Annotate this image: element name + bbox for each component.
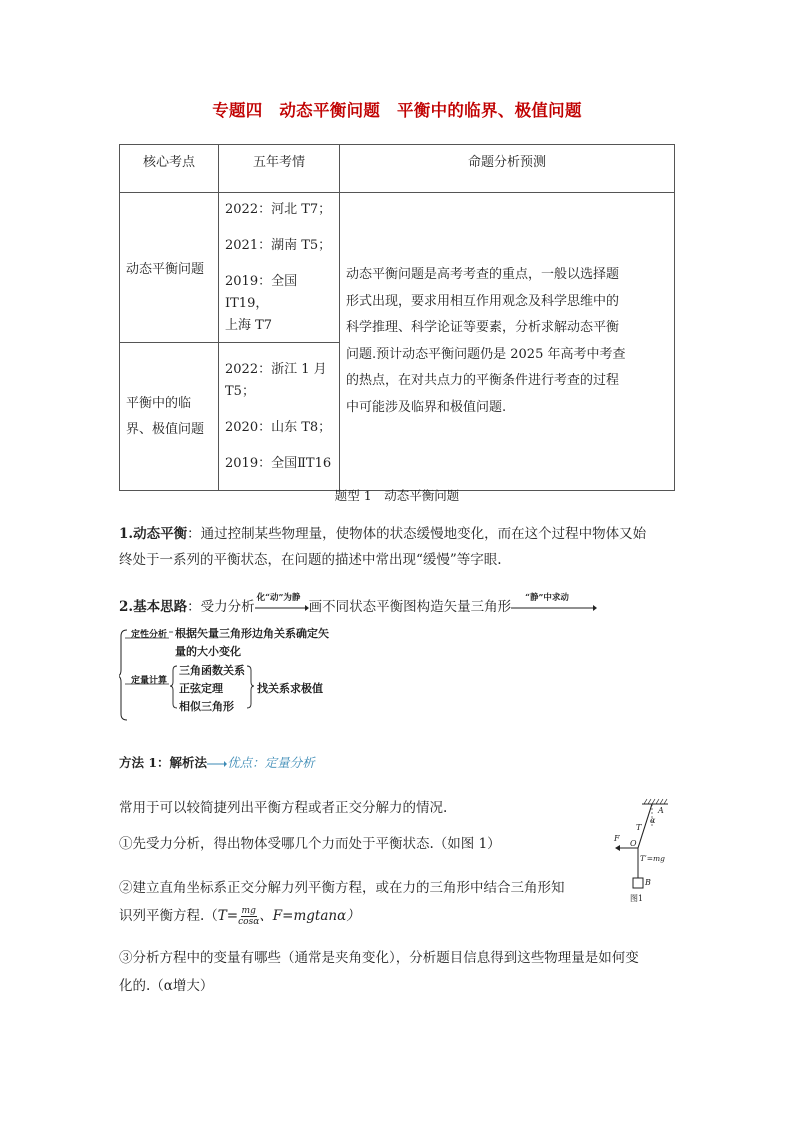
method1-intro: 常用于可以较简捷列出平衡方程或者正交分解力的情况. — [119, 800, 448, 816]
method1-note: 优点：定量分析 — [227, 755, 315, 770]
method1-step-3 — [119, 944, 675, 1000]
arrow-right-icon — [255, 603, 309, 613]
prediction-line: 科学推理、科学论证等要素，分析求解动态平衡 — [346, 320, 620, 335]
year-line: 2019：全国ⅡT16 — [225, 455, 332, 471]
label-O: O — [630, 839, 637, 848]
qualitative-label: 定性分析 — [131, 630, 168, 640]
table-row — [120, 193, 675, 343]
label-T: T — [636, 823, 642, 832]
arrow-right-icon — [511, 603, 597, 613]
step3-line1: ③分析方程中的变量有哪些（通常是夹角变化），分析题目信息得到这些物理量是如何变 — [119, 950, 639, 966]
years-cell — [219, 193, 340, 343]
arrow1-label: 化“动”为静 — [256, 593, 301, 603]
p2-step1: ：受力分析 — [187, 599, 255, 615]
paragraph-basic-approach — [119, 594, 675, 620]
method1-label: 方法 1：解析法 — [119, 755, 208, 770]
paragraph-dynamic-equilibrium — [119, 521, 675, 573]
prediction-line: 动态平衡问题是高考考查的重点，一般以选择题 — [346, 267, 620, 282]
label-T-prime: T′=mg — [640, 854, 665, 863]
table-header-prediction: 命题分析预测 — [340, 145, 675, 193]
step2-line1: ②建立直角坐标系正交分解力列平衡方程，或在力的三角形中结合三角形知 — [119, 880, 565, 896]
topic-cell — [120, 343, 219, 491]
prediction-cell — [340, 193, 675, 491]
qualitative-text-1: 根据矢量三角形边角关系确定矢 — [175, 627, 329, 640]
force-diagram — [606, 796, 676, 896]
fraction — [238, 906, 259, 927]
years-cell — [219, 343, 340, 491]
step3-line2: 化的.（α增大） — [119, 978, 214, 994]
eq-F: 、F=mgtanα） — [259, 908, 360, 924]
label-B: B — [645, 878, 651, 887]
find-extremum-label: 找关系求极值 — [257, 682, 323, 695]
arrow2-label: “静”中求动 — [525, 593, 569, 603]
arrow-static — [255, 593, 309, 611]
step2-line2: 识列平衡方程.（ — [119, 908, 218, 924]
year-line: 2020：山东 T8； — [225, 419, 332, 435]
method-trig: 三角函数关系 — [179, 664, 245, 677]
label-F: F — [614, 834, 620, 843]
exam-analysis-table — [119, 144, 675, 491]
method-sine-law: 正弦定理 — [179, 682, 223, 695]
p2-step2: 画不同状态平衡图构造矢量三角形 — [308, 599, 512, 615]
table-header-years: 五年考情 — [219, 145, 340, 193]
table-header-row — [120, 145, 675, 193]
method1-heading — [119, 753, 315, 771]
topic-line: 界、极值问题 — [126, 421, 205, 437]
topic-line: 平衡中的临 — [126, 395, 192, 411]
year-line: 2022：河北 T7； — [225, 201, 332, 217]
year-line: 2022：浙江 1 月 — [225, 361, 327, 377]
year-line: 2019：全国ⅠT19， — [225, 273, 298, 311]
prediction-line: 问题.预计动态平衡问题仍是 2025 年高考中考查 — [346, 346, 626, 362]
fraction-denominator: cosα — [238, 917, 260, 927]
topic-cell: 动态平衡问题 — [120, 193, 219, 343]
method1-step-2 — [119, 874, 599, 930]
qualitative-text-2: 量的大小变化 — [175, 645, 241, 658]
p1-label: 1.动态平衡 — [119, 526, 188, 542]
p2-label: 2.基本思路 — [119, 599, 188, 615]
method-similar-triangles: 相似三角形 — [179, 700, 234, 713]
table-header-topic: 核心考点 — [120, 145, 219, 193]
section-title: 题型 1 动态平衡问题 — [334, 488, 460, 503]
label-alpha: α — [650, 816, 656, 825]
year-line: 上海 T7 — [225, 317, 273, 333]
figure-1 — [606, 796, 676, 906]
prediction-line: 的热点，在对共点力的平衡条件进行考查的过程 — [346, 373, 620, 388]
prediction-line: 中可能涉及临界和极值问题. — [346, 399, 507, 415]
arrow-right-icon — [207, 760, 227, 768]
figure-caption: 图1 — [630, 894, 644, 903]
year-line: 2021：湖南 T5； — [225, 237, 332, 253]
arrow-dynamic — [511, 593, 597, 611]
p1-line2: 终处于一系列的平衡状态，在问题的描述中常出现“缓慢”等字眼. — [119, 552, 502, 568]
label-A: A — [658, 806, 664, 815]
fraction-numerator: mg — [241, 906, 256, 916]
eq-T: T= — [217, 908, 239, 924]
p1-line1: ：通过控制某些物理量，使物体的状态缓慢地变化，而在这个过程中物体又始 — [187, 526, 647, 542]
year-line: T5； — [225, 383, 255, 399]
method1-step-1: ①先受力分析，得出物体受哪几个力而处于平衡状态.（如图 1） — [119, 836, 501, 852]
page-title: 专题四 动态平衡问题 平衡中的临界、极值问题 — [212, 101, 582, 120]
prediction-line: 形式出现，要求用相互作用观念及科学思维中的 — [346, 293, 620, 309]
quantitative-label: 定量计算 — [131, 676, 168, 686]
method-tree-diagram — [119, 622, 379, 722]
